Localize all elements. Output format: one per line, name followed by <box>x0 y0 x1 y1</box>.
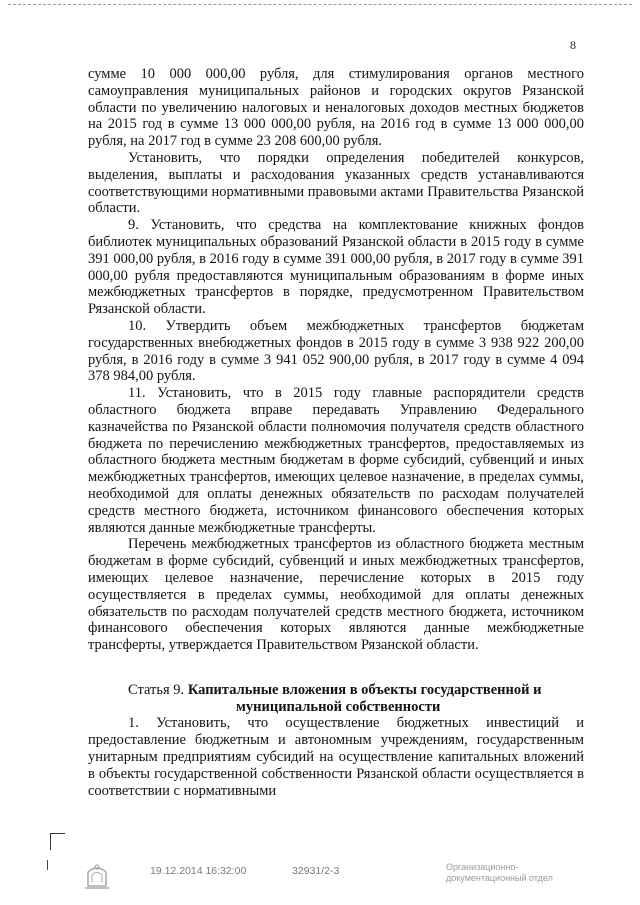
article-title-line2: муниципальной собственности <box>236 698 441 715</box>
footer-timestamp: 19.12.2014 16:32:00 <box>150 865 247 877</box>
paragraph-article-9-item-1: 1. Установить, что осуществление бюджетных инвестиций и предоставление бюджетным и автономным учреждениям, государственным унитарным предприятиям субсидий на осуществление капитальных вложений в объекты государственной собственности Рязанской области осуществляется в соответствии с нормативными <box>88 715 584 799</box>
article-9-heading <box>88 682 584 716</box>
footer-org-line1: Организационно- <box>446 862 519 872</box>
footer-department-stamp <box>446 862 553 884</box>
paragraph-continuation: сумме 10 000 000,00 рубля, для стимулирования органов местного самоуправления муниципальных районов и городских округов Рязанской области по увеличению налоговых и неналоговых доходов местных бюджетов на 2015 год в сумме 13 000 000,00 рубля, на 2016 год в сумме 13 000 000,00 рубля, на 2017 год в сумме 23 208 600,00 рубля. <box>88 66 584 150</box>
document-body <box>88 66 584 799</box>
footer-document-id: 32931/2-3 <box>292 865 340 877</box>
coat-of-arms-icon <box>82 860 112 892</box>
paragraph-item-9: 9. Установить, что средства на комплектование книжных фондов библиотек муниципальных образований Рязанской области в 2015 году в сумме 391 000,00 рубля, в 2016 году в сумме 391 000,00 рубля, в 2017 году в сумме 391 000,00 рубля предоставляются муниципальным образованиям в форме иных межбюджетных трансфертов в порядке, предусмотренном Правительством Рязанской области. <box>88 217 584 318</box>
footer-org-line2: документационный отдел <box>446 873 553 883</box>
paragraph-transfer-list: Перечень межбюджетных трансфертов из областного бюджета местным бюджетам в форме субсидий, субвенций и иных межбюджетных трансфертов, имеющих целевое назначение, перечисление которых в 2015 году осуществляется в пределах суммы, необходимой для оплаты денежных обязательств по расходам получателей средств местного бюджета, источником финансового обеспечения которых являются данные межбюджетные трансферты, утверждается Правительством Рязанской области. <box>88 536 584 654</box>
paragraph-item-11: 11. Установить, что в 2015 году главные распорядители средств областного бюджета вправе передавать Управлению Федерального казначейства по Рязанской области полномочия получателя средств областного бюджета по перечислению межбюджетных трансфертов, предоставляемых из областного бюджета местным бюджетам в форме субсидий, субвенций и иных межбюджетных трансфертов, имеющих целевое назначение, в пределах суммы, необходимой для оплаты денежных обязательств по расходам получателей средств местного бюджета, источником финансового обеспечения которых являются данные межбюджетные трансферты. <box>88 385 584 536</box>
scan-tick-mark <box>47 860 48 870</box>
paragraph-procedures: Установить, что порядки определения победителей конкурсов, выделения, выплаты и расходования указанных средств устанавливаются соответствующими нормативными правовыми актами Правительства Рязанской области. <box>88 149 584 217</box>
paragraph-item-10: 10. Утвердить объем межбюджетных трансфертов бюджетам государственных внебюджетных фондов в 2015 году в сумме 3 938 922 200,00 рубля, в 2016 году в сумме 3 941 052 900,00 рубля, в 2017 году в сумме 4 094 378 984,00 рубля. <box>88 317 584 385</box>
top-scan-rule <box>8 4 632 5</box>
scan-corner-mark <box>50 833 65 850</box>
page-number: 8 <box>570 38 576 52</box>
article-title-line1: Капитальные вложения в объекты государственной и <box>187 681 542 698</box>
article-prefix: Статья 9. <box>128 681 185 698</box>
